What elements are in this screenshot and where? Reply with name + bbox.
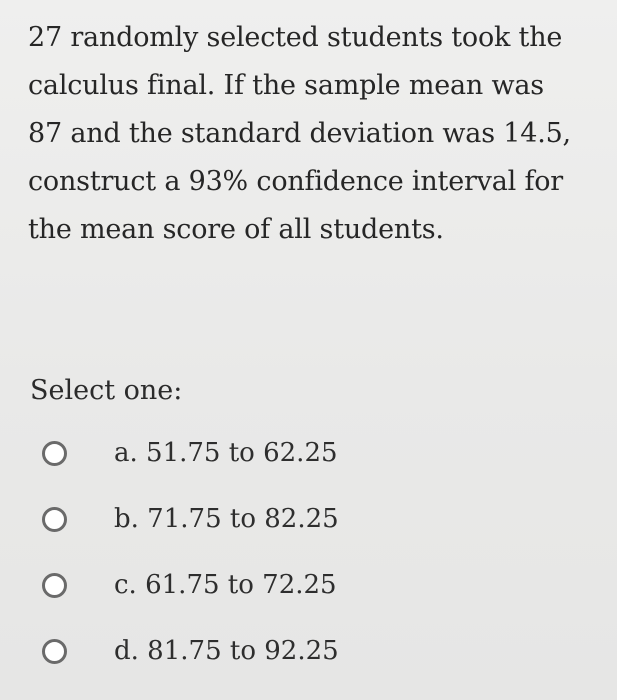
option-label: b. 71.75 to 82.25 xyxy=(114,504,339,534)
option-c[interactable] xyxy=(38,552,598,618)
question-text xyxy=(28,14,608,254)
radio-button-icon[interactable] xyxy=(42,639,67,664)
option-label: a. 51.75 to 62.25 xyxy=(114,438,338,468)
answer-options xyxy=(38,420,598,684)
radio-button-icon[interactable] xyxy=(42,441,67,466)
option-d[interactable] xyxy=(38,618,598,684)
question-line: 27 randomly selected students took the xyxy=(28,22,563,53)
option-a[interactable] xyxy=(38,420,598,486)
option-label: d. 81.75 to 92.25 xyxy=(114,636,339,666)
option-b[interactable] xyxy=(38,486,598,552)
question-line: construct a 93% confidence interval for xyxy=(28,166,564,197)
question-line: calculus final. If the sample mean was xyxy=(28,70,544,101)
radio-button-icon[interactable] xyxy=(42,573,67,598)
option-label: c. 61.75 to 72.25 xyxy=(114,570,337,600)
question-line: 87 and the standard deviation was 14.5, xyxy=(28,118,571,149)
question-line: the mean score of all students. xyxy=(28,214,444,245)
select-one-label: Select one: xyxy=(30,375,183,406)
radio-button-icon[interactable] xyxy=(42,507,67,532)
